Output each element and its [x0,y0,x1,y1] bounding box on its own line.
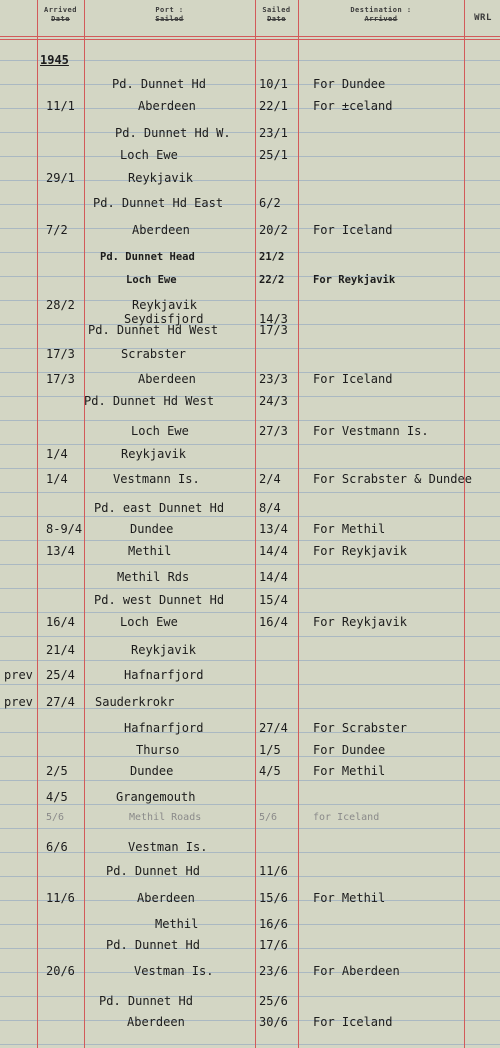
sailed-date: 23/3 [259,372,288,386]
port-name: Scrabster [121,347,187,361]
port-name: Reykjavik [121,447,187,461]
header-port [84,6,255,24]
port-name: Vestman Is. [134,964,214,978]
arrived-date: 16/4 [46,615,75,629]
sailed-date: 20/2 [259,223,288,237]
port-name: Pd. Dunnet Hd [99,994,193,1008]
sailed-date: 17/6 [259,938,288,952]
port-name: Loch Ewe [131,424,189,438]
port-name: Methil [128,544,172,558]
port-name: Pd. Dunnet Head [100,251,195,263]
header-sailed-bottom: Date [267,15,286,23]
header-destination-top: Destination : [350,6,412,14]
sailed-date: 17/3 [259,323,288,337]
arrived-date: 7/2 [46,223,68,237]
arrived-date: 11/1 [46,99,75,113]
port-name: Dundee [130,764,174,778]
header-rule [0,39,500,40]
sailed-date: 21/2 [259,251,285,263]
port-name: Pd. Dunnet Hd [106,938,200,952]
port-name: Methil [155,917,199,931]
arrived-date: 17/3 [46,372,75,386]
port-name: Pd. Dunnet Hd West [84,394,215,408]
sailed-date: 1/5 [259,743,281,757]
sailed-date: 25/1 [259,148,288,162]
port-name: Aberdeen [127,1015,185,1029]
sailed-date: 15/4 [259,593,288,607]
arrived-date: 2/5 [46,764,68,778]
port-name: Aberdeen [138,99,196,113]
port-name: Aberdeen [137,891,195,905]
sailed-date: 16/4 [259,615,288,629]
destination: For Methil [313,891,386,905]
port-name: Pd. Dunnet Hd West [88,323,219,337]
port-name: Methil Roads [129,812,202,823]
sailed-date: 30/6 [259,1015,288,1029]
port-name: Pd. Dunnet Hd W. [115,126,231,140]
port-name: Pd. Dunnet Hd [106,864,200,878]
sailed-date: 22/1 [259,99,288,113]
port-name: Methil Rds [117,570,190,584]
port-name: Reykjavik [128,171,194,185]
header-arrived-top: Arrived [43,6,77,14]
header-arrived [37,6,84,24]
arrived-date: 25/4 [46,668,75,682]
sailed-date: 25/6 [259,994,288,1008]
destination: For Methil [313,522,386,536]
sailed-date: 14/3 [259,312,288,326]
destination: For Dundee [313,743,386,757]
arrived-date: 5/6 [46,812,65,823]
arrived-date: 8-9/4 [46,522,83,536]
arrived-date: 1/4 [46,472,68,486]
destination: For Vestmann Is. [313,424,429,438]
sailed-date: 11/6 [259,864,288,878]
sailed-date: 5/6 [259,812,278,823]
destination: For Reykjavik [313,544,407,558]
sailed-date: 10/1 [259,77,288,91]
entry-note: prev [4,695,33,709]
sailed-date: 14/4 [259,570,288,584]
port-name: Vestman Is. [128,840,208,854]
port-name: Loch Ewe [126,274,177,286]
destination: For Aberdeen [313,964,400,978]
destination: For Scrabster [313,721,407,735]
destination: For Iceland [313,372,393,386]
port-name: Vestmann Is. [113,472,200,486]
sailed-date: 15/6 [259,891,288,905]
port-name: Thurso [136,743,180,757]
sailed-date: 6/2 [259,196,281,210]
sailed-date: 14/4 [259,544,288,558]
arrived-date: 4/5 [46,790,68,804]
destination: For Methil [313,764,386,778]
sailed-date: 27/3 [259,424,288,438]
destination: For Dundee [313,77,386,91]
port-name: Grangemouth [116,790,196,804]
port-name: Seydisfjord [124,312,204,326]
port-name: Pd. Dunnet Hd East [93,196,224,210]
port-name: Reykjavik [131,643,197,657]
port-name: Loch Ewe [120,148,178,162]
header-rule [0,36,500,37]
sailed-date: 13/4 [259,522,288,536]
destination: For ±celand [313,99,393,113]
port-name: Hafnarfjord [124,721,204,735]
sailed-date: 16/6 [259,917,288,931]
arrived-date: 20/6 [46,964,75,978]
header-sailed-top: Sailed [262,6,291,14]
arrived-date: 28/2 [46,298,75,312]
sailed-date: 27/4 [259,721,288,735]
arrived-date: 29/1 [46,171,75,185]
entry-note: prev [4,668,33,682]
header-destination-bottom: Arrived [364,15,398,23]
arrived-date: 6/6 [46,840,68,854]
port-name: Hafnarfjord [124,668,204,682]
ruling-line [37,0,38,1048]
header-destination [298,6,464,24]
arrived-date: 21/4 [46,643,75,657]
sailed-date: 2/4 [259,472,281,486]
arrived-date: 13/4 [46,544,75,558]
port-name: Aberdeen [138,372,196,386]
destination: For Scrabster & Dundee [313,472,472,486]
destination: for Iceland [313,812,380,823]
sailed-date: 4/5 [259,764,281,778]
arrived-date: 11/6 [46,891,75,905]
sailed-date: 8/4 [259,501,281,515]
arrived-date: 17/3 [46,347,75,361]
sailed-date: 22/2 [259,274,285,286]
port-name: Aberdeen [132,223,190,237]
year-label: 1945 [40,53,69,67]
port-name: Sauderkrokr [95,695,175,709]
header-sailed [255,6,298,24]
destination: For Iceland [313,223,393,237]
header-port-bottom: Sailed [155,15,184,23]
port-name: Reykjavik [132,298,198,312]
port-name: Pd. west Dunnet Hd [94,593,225,607]
port-name: Pd. east Dunnet Hd [94,501,225,515]
destination: For Iceland [313,1015,393,1029]
ruling-line [298,0,299,1048]
ruling-line [255,0,256,1048]
ruling-line [464,0,465,1048]
destination: For Reykjavik [313,274,396,286]
port-name: Dundee [130,522,174,536]
sailed-date: 23/1 [259,126,288,140]
port-name: Pd. Dunnet Hd [112,77,206,91]
sailed-date: 24/3 [259,394,288,408]
ruling-line [84,0,85,1048]
header-port-top: Port : [155,6,184,14]
arrived-date: 1/4 [46,447,68,461]
port-name: Loch Ewe [120,615,178,629]
header-arrived-bottom: Date [51,15,70,23]
arrived-date: 27/4 [46,695,75,709]
sailed-date: 23/6 [259,964,288,978]
header-wrl: WRL [474,13,492,23]
destination: For Reykjavik [313,615,407,629]
